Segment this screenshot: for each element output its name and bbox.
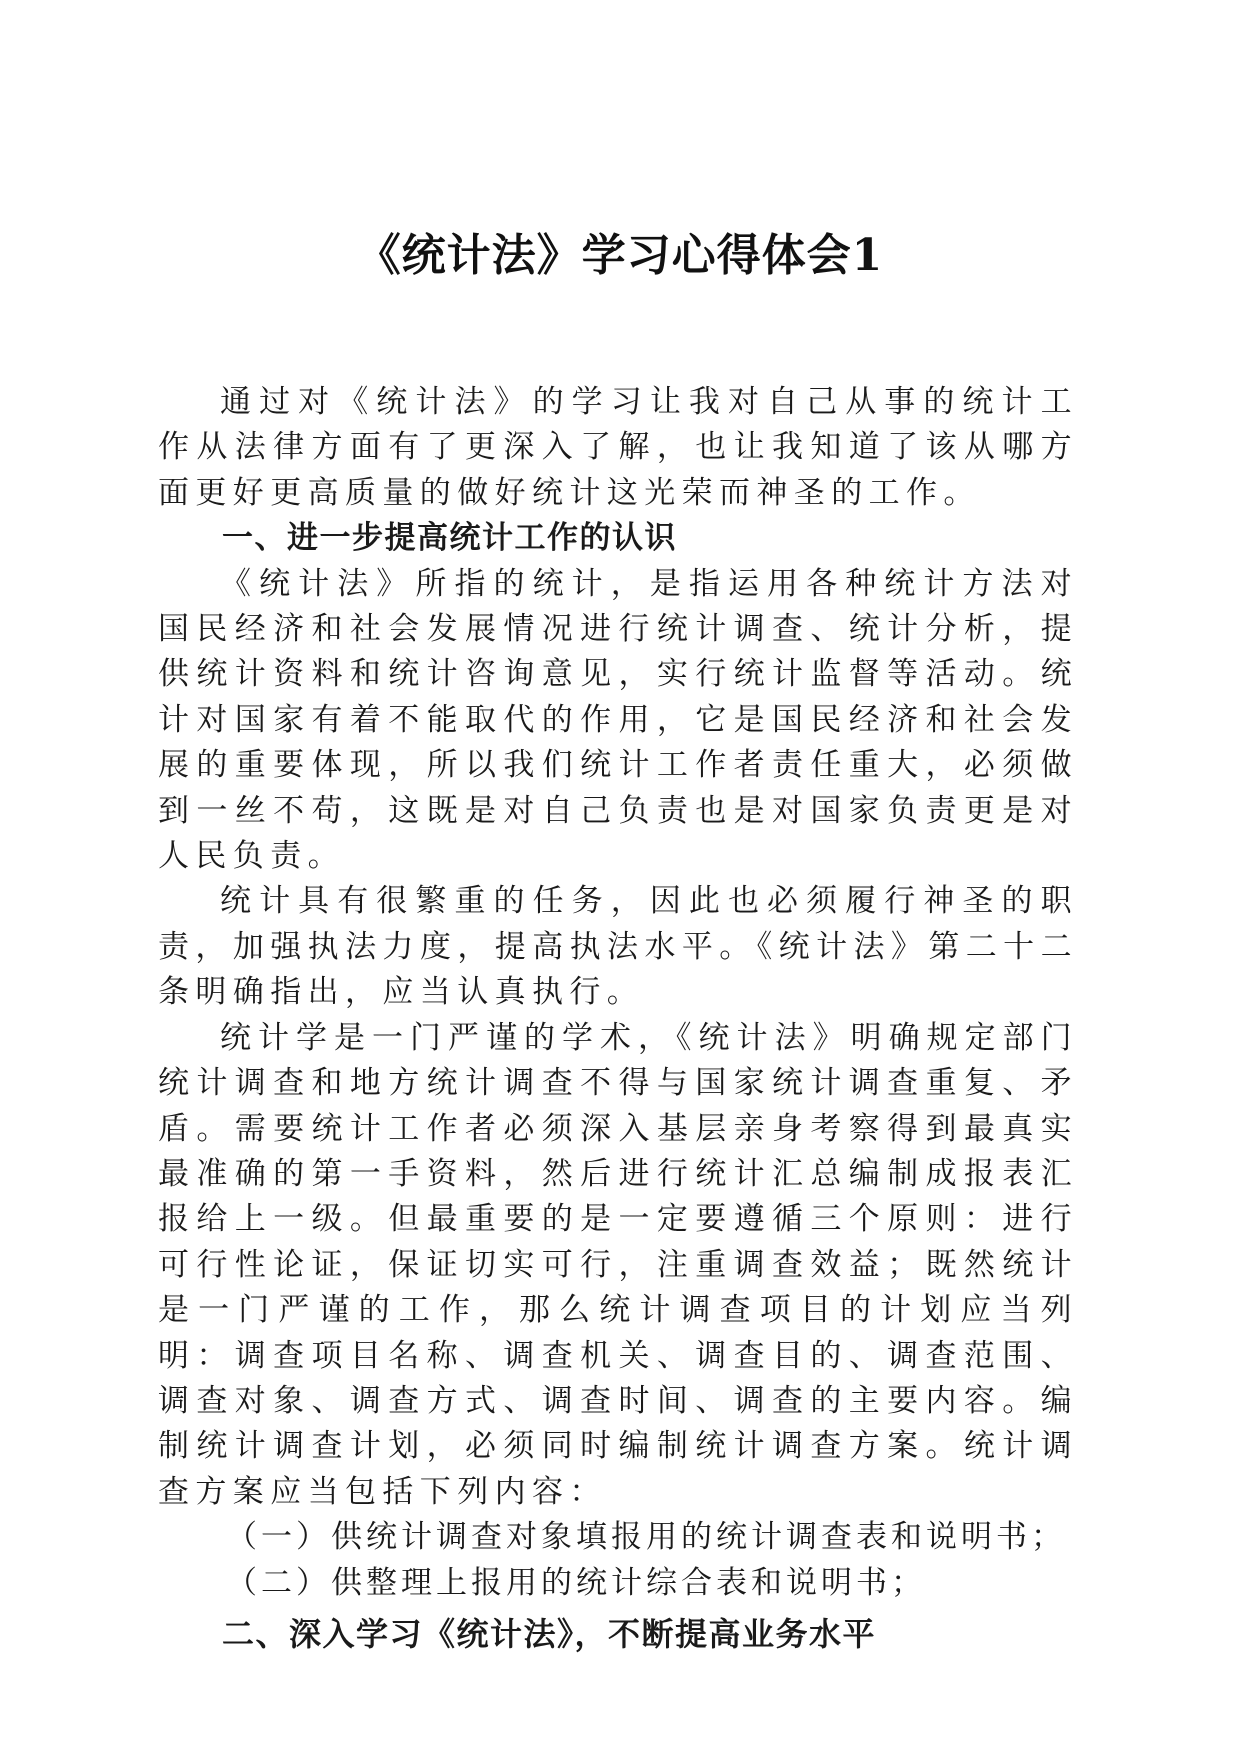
document-title: 《统计法》学习心得体会1: [356, 230, 884, 281]
paragraph-intro: 通过对《统计法》的学习让我对自己从事的统计工作从法律方面有了更深入了解，也让我知道了该从哪方面更好更高质量的做好统计这光荣而神圣的工作。: [158, 384, 1078, 511]
paragraph-statistics-definition: 《统计法》所指的统计，是指运用各种统计方法对国民经济和社会发展情况进行统计调查、统计分析，提供统计资料和统计咨询意见，实行统计监督等活动。统计对国家有着不能取代的作用，它是国民经济和社会发展的重要体现，所以我们统计工作者责任重大，必须做到一丝不苟，这既是对自己负责也是对国家负责更是对人民负责。: [158, 565, 1078, 875]
section-heading-1: 一、进一步提高统计工作的认识: [222, 520, 677, 557]
paragraph-statistics-duties: 统计具有很繁重的任务，因此也必须履行神圣的职责，加强执法力度，提高执法水平。《统计法》第二十二条明确指出，应当认真执行。: [158, 883, 1078, 1011]
paragraph-statistics-principles: 统计学是一门严谨的学术，《统计法》明确规定部门统计调查和地方统计调查不得与国家统计调查重复、矛盾。需要统计工作者必须深入基层亲身考察得到最真实最准确的第一手资料，然后进行统计汇总编制成报表汇报给上一级。但最重要的是一定要遵循三个原则：进行可行性论证，保证切实可行，注重调查效益；既然统计是一门严谨的工作，那么统计调查项目的计划应当列明：调查项目名称、调查机关、调查目的、调查范围、调查对象、调查方式、调查时间、调查的主要内容。编制统计调查计划，必须同时编制统计调查方案。统计调查方案应当包括下列内容：: [158, 1019, 1078, 1510]
list-item-1: （一）供统计调查对象填报用的统计调查表和说明书；: [226, 1519, 1066, 1556]
list-item-2: （二）供整理上报用的统计综合表和说明书；: [226, 1564, 926, 1601]
document-body: [158, 380, 1078, 1657]
section-heading-2: 二、深入学习《统计法》，不断提高业务水平: [222, 1614, 877, 1653]
